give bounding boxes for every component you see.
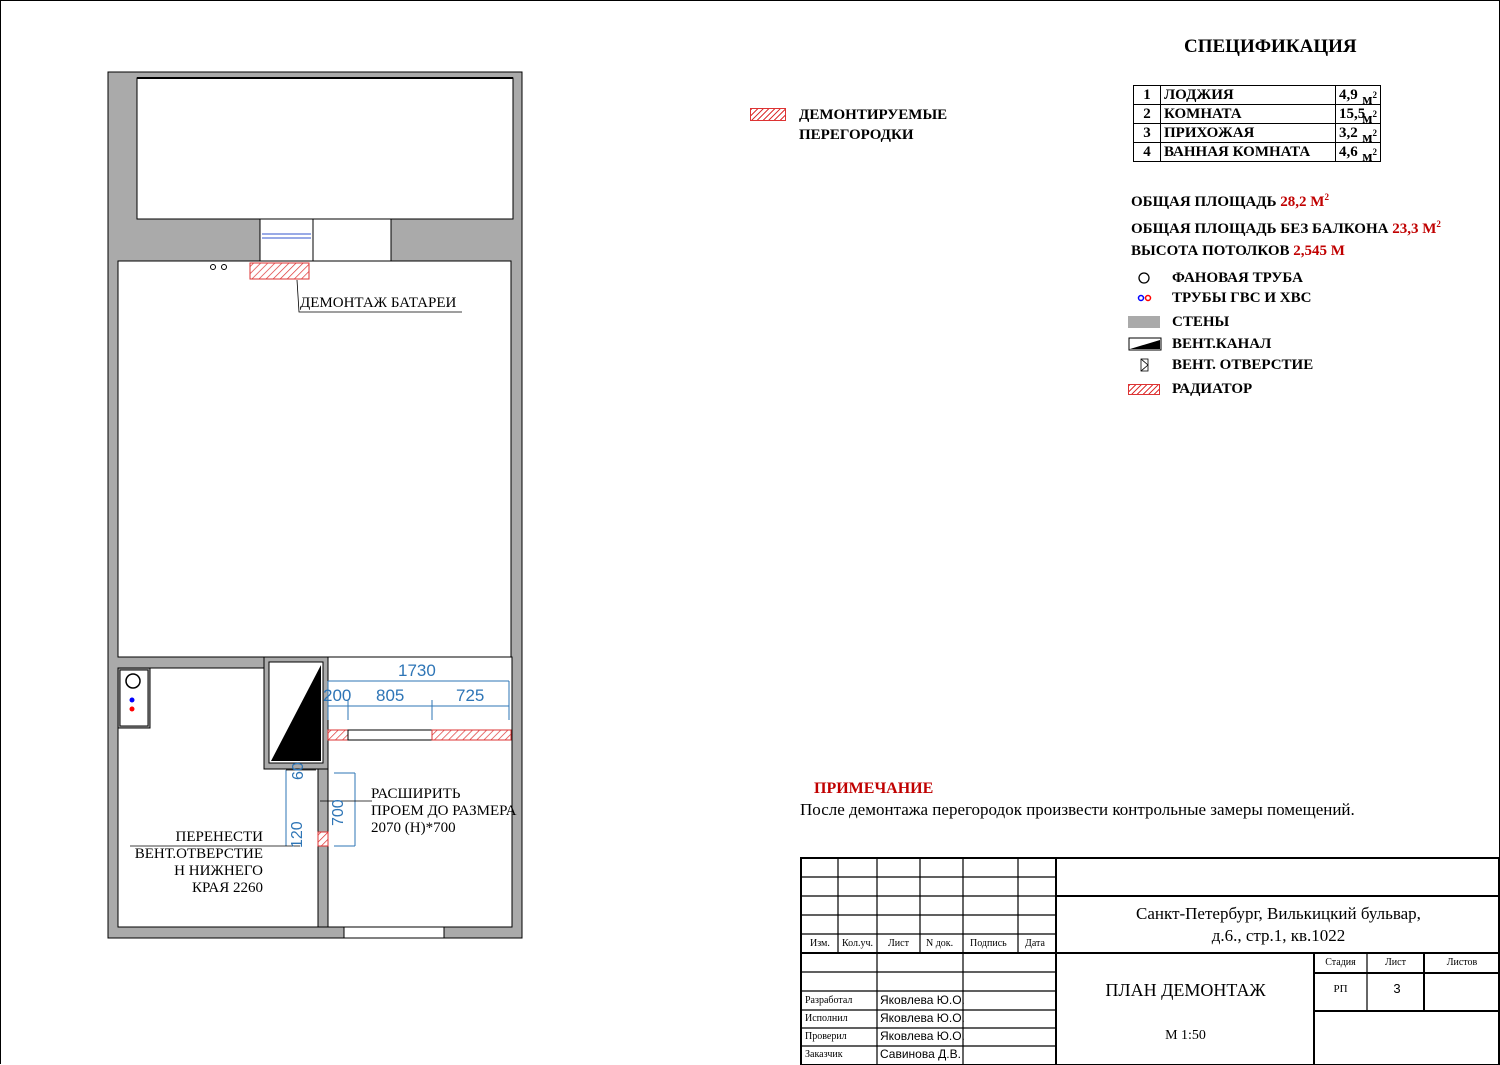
tb-stage: РП	[1333, 983, 1348, 995]
total-area-value: 28,2 М	[1280, 194, 1325, 210]
loggia-room	[137, 78, 513, 219]
legend-label: СТЕНЫ	[1172, 313, 1230, 330]
widen-note-line: РАСШИРИТЬ	[371, 786, 461, 802]
tb-person: Савинова Д.В.	[880, 1047, 961, 1061]
ceiling-height-value: 2,545 М	[1293, 243, 1345, 259]
legend-label: РАДИАТОР	[1172, 380, 1253, 397]
totals	[1131, 186, 1441, 262]
vent-channel-legend-icon	[1128, 334, 1162, 354]
spec-name: ПРИХОЖАЯ	[1161, 124, 1336, 143]
legend-walls	[1128, 312, 1229, 332]
spec-unit: м	[1362, 149, 1373, 165]
spec-area: 4,6	[1339, 144, 1358, 160]
move-note-line: ВЕНТ.ОТВЕРСТИЕ	[134, 846, 263, 862]
note-text: После демонтажа перегородок произвести контрольные замеры помещений.	[800, 800, 1355, 819]
demolished-legend	[799, 105, 947, 145]
area-no-balcony-label: ОБЩАЯ ПЛОЩАДЬ БЕЗ БАЛКОНА	[1131, 221, 1389, 237]
tb-role: Разработал	[805, 995, 853, 1006]
demolished-legend-line: ДЕМОНТИРУЕМЫЕ	[799, 107, 948, 123]
spec-unit: м	[1362, 130, 1373, 146]
demolished-hatch-icon	[750, 108, 786, 121]
tb-header-kol: Кол.уч.	[842, 938, 874, 949]
dim-700: 700	[330, 799, 347, 826]
area-no-balcony: ОБЩАЯ ПЛОЩАДЬ БЕЗ БАЛКОНА 23,3 $М^2$	[1131, 219, 1441, 237]
spec-area: 15,5	[1339, 106, 1366, 122]
dim-200: 200	[323, 686, 352, 705]
tb-sheets-label: Листов	[1446, 957, 1478, 968]
spec-row	[1134, 86, 1381, 105]
radiator-legend-icon	[1128, 384, 1160, 395]
tb-sheet-title: ПЛАН ДЕМОНТАЖ	[1105, 980, 1266, 1000]
widen-note-line: ПРОЕМ ДО РАЗМЕРА	[371, 803, 517, 819]
widen-note-line: 2070 (Н)*700	[371, 820, 456, 836]
demolished-partition	[328, 730, 348, 740]
demolished-partition	[432, 730, 511, 740]
spec-row	[1134, 124, 1381, 143]
spec-name: ЛОДЖИЯ	[1161, 86, 1336, 105]
spec-name: ВАННАЯ КОМНАТА	[1161, 143, 1336, 162]
spec-unit: м	[1362, 92, 1373, 108]
legend-label: ВЕНТ.КАНАЛ	[1172, 335, 1272, 352]
widen-note	[371, 786, 516, 837]
spec-num: 1	[1134, 86, 1161, 105]
spec-area-cell: 3,2 $м^2$	[1336, 124, 1381, 143]
cold-pipe-icon	[130, 698, 135, 703]
radiator-note: ДЕМОНТАЖ БАТАРЕИ	[300, 295, 457, 311]
fan-pipe-icon	[126, 674, 140, 688]
legend-label: ВЕНТ. ОТВЕРСТИЕ	[1172, 356, 1314, 373]
spec-area: 3,2	[1339, 125, 1358, 141]
tb-sheet-number: 3	[1393, 981, 1401, 996]
tb-role: Исполнил	[805, 1013, 848, 1024]
spec-unit: м	[1362, 111, 1373, 127]
tb-header-izm: Изм.	[810, 938, 830, 949]
address-line: д.6., стр.1, кв.1022	[1211, 926, 1346, 945]
legend-vent-hole	[1128, 355, 1313, 375]
vent-hole-legend-icon	[1128, 355, 1158, 375]
balcony-door	[260, 219, 391, 262]
dim-120: 120	[289, 821, 306, 848]
legend-water-pipes	[1128, 288, 1311, 308]
spec-num: 2	[1134, 105, 1161, 124]
dim-total: 1730	[398, 661, 436, 680]
tb-address	[1057, 903, 1500, 947]
ceiling-height-label: ВЫСОТА ПОТОЛКОВ	[1131, 243, 1290, 259]
spec-area-cell: 15,5 $м^2$	[1336, 105, 1381, 124]
main-room	[118, 261, 511, 657]
legend-label: ТРУБЫ ГВС И ХВС	[1172, 289, 1312, 306]
tb-role: Проверил	[805, 1031, 847, 1042]
legend-vent-channel	[1128, 334, 1271, 354]
water-pipes-legend-icon	[1128, 288, 1158, 308]
legend-fan-pipe	[1128, 268, 1303, 288]
hot-pipe-icon	[130, 707, 135, 712]
spec-num: 4	[1134, 143, 1161, 162]
address-line: Санкт-Петербург, Вилькицкий бульвар,	[1136, 904, 1421, 923]
tb-header-list: Лист	[888, 938, 909, 949]
legend-label: ФАНОВАЯ ТРУБА	[1172, 269, 1303, 286]
demolished-legend-line: ПЕРЕГОРОДКИ	[799, 127, 914, 143]
tb-header-sign: Подпись	[970, 938, 1007, 949]
spec-row	[1134, 105, 1381, 124]
tb-header-ndoc: N док.	[926, 938, 954, 949]
spec-area: 4,9	[1339, 87, 1358, 103]
spec-row	[1134, 143, 1381, 162]
move-note-line: Н НИЖНЕГО	[174, 863, 263, 879]
spec-area-cell: 4,9 $м^2$	[1336, 86, 1381, 105]
spec-title: СПЕЦИФИКАЦИЯ	[1184, 36, 1357, 57]
tb-person: Яковлева Ю.О.	[880, 1029, 965, 1043]
tb-sheet-label: Лист	[1385, 957, 1406, 968]
total-area-label: ОБЩАЯ ПЛОЩАДЬ	[1131, 194, 1277, 210]
fan-pipe-legend-icon	[1128, 268, 1158, 288]
note-title: ПРИМЕЧАНИЕ	[814, 780, 934, 797]
tb-header-date: Дата	[1025, 938, 1045, 949]
tb-person: Яковлева Ю.О.	[880, 1011, 965, 1025]
tb-person: Яковлева Ю.О.	[880, 993, 965, 1007]
legend-radiator	[1128, 379, 1252, 399]
spec-name: КОМНАТА	[1161, 105, 1336, 124]
total-area: ОБЩАЯ ПЛОЩАДЬ 28,2 $М^2$	[1131, 192, 1329, 210]
dim-725: 725	[456, 686, 485, 705]
dim-60: 60	[290, 762, 307, 780]
spec-table	[1133, 85, 1381, 165]
move-note-line: КРАЯ 2260	[191, 880, 263, 896]
spec-area-cell: 4,6 $м^2$	[1336, 143, 1381, 162]
tb-stage-label: Стадия	[1325, 957, 1356, 968]
floor-plan	[0, 0, 760, 1000]
radiator	[250, 263, 309, 279]
demolished-partition	[318, 832, 328, 846]
wall-legend-icon	[1128, 316, 1160, 328]
tb-scale: М 1:50	[1165, 1028, 1206, 1043]
spec-num: 3	[1134, 124, 1161, 143]
ceiling-height	[1131, 240, 1441, 262]
move-note-line: ПЕРЕНЕСТИ	[175, 829, 263, 845]
move-vent-note	[118, 829, 263, 897]
area-no-balcony-value: 23,3 М	[1392, 221, 1437, 237]
dim-805: 805	[376, 686, 405, 705]
tb-role: Заказчик	[805, 1049, 843, 1060]
